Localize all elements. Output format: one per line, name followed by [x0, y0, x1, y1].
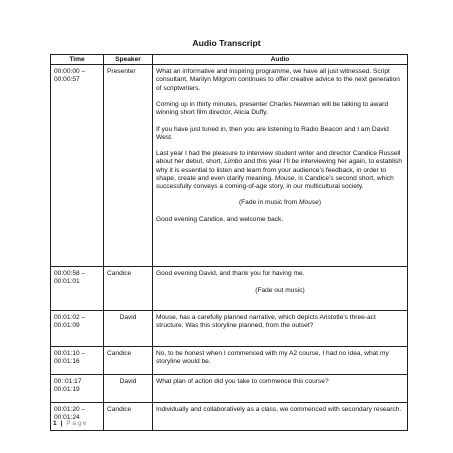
text-segment: What an informative and inspiring programme, we have all just witnessed. Script consultant, Marilyn Milgrom continues to offer creative advice to the next generation of scriptwriters. [156, 68, 400, 92]
audio-cell [153, 65, 408, 267]
audio-paragraph [156, 216, 404, 224]
text-segment: , is Candice’s second short, which successfully conveys a coming-of-age story, in our multicultural society. [156, 174, 394, 190]
table-row [51, 375, 408, 403]
audio-cell [153, 403, 408, 431]
page-number: 1 [53, 420, 57, 427]
text-segment: Individually and collaboratively as a class, we commenced with secondary research. [156, 406, 402, 414]
transcript-rows [51, 65, 408, 431]
speaker-cell: David [104, 311, 153, 347]
speaker-cell: Candice [104, 403, 153, 431]
text-segment: What plan of action did you take to commence this course? [156, 378, 329, 386]
table-row [51, 65, 408, 267]
audio-cell [153, 375, 408, 403]
header-audio: Audio [153, 55, 408, 65]
speaker-cell: Presenter [104, 65, 153, 267]
text-segment: No, to be honest when I commenced with my A2 course, I had no idea, what my storyline would be. [156, 350, 389, 366]
footer-separator: | [60, 420, 63, 427]
audio-paragraph [156, 287, 404, 295]
text-segment: (Fade out music) [255, 286, 305, 294]
table-row [51, 311, 408, 347]
audio-cell [153, 311, 408, 347]
audio-paragraph [156, 68, 404, 93]
transcript-table [50, 54, 408, 431]
time-cell: 00:01:20 – 00:01:24 [51, 403, 104, 431]
table-row [51, 403, 408, 431]
header-time: Time [51, 55, 104, 65]
time-cell: 00:01:02 – 00:01:09 [51, 311, 104, 347]
time-cell: 00:01:10 – 00:01:16 [51, 347, 104, 375]
text-segment: (Fade in music from [238, 199, 300, 207]
page-word: Page [66, 420, 89, 427]
text-segment: ) [318, 199, 322, 207]
italic-title: Mouse [274, 174, 295, 182]
speaker-cell: David [104, 375, 153, 403]
text-segment: Last year I had the pleasure to interview student writer and director Candice Russell about her debut, short, [156, 150, 401, 166]
page-title: Audio Transcript [192, 38, 261, 48]
table-row [51, 267, 408, 311]
audio-paragraph [156, 199, 404, 207]
audio-paragraph [156, 406, 404, 414]
speaker-cell: Candice [104, 347, 153, 375]
table-header-row [51, 55, 408, 65]
text-segment: Good evening Candice, and welcome back. [156, 215, 284, 223]
time-cell: 00:00:58 – 00:01:01 [51, 267, 104, 311]
text-segment: and this year I’ll be interviewing her again, to establish why it is essential to listen and learn from your audience’s feedback, in order to shape, create and even clarify meaning. [156, 158, 402, 182]
audio-paragraph [156, 350, 404, 366]
table-row [51, 347, 408, 375]
text-segment: Coming up in thirty minutes, presenter Charles Newman will be talking to award winning short film director, Alicia Duffy. [156, 101, 388, 117]
page-footer [53, 420, 88, 427]
audio-paragraph [156, 126, 404, 142]
header-speaker: Speaker [104, 55, 153, 65]
speaker-cell: Candice [104, 267, 153, 311]
text-segment: Good evening David, and thank you for having me. [156, 270, 305, 278]
italic-title: Mouse [299, 199, 319, 207]
audio-paragraph [156, 150, 404, 191]
italic-title: Limbo [224, 158, 243, 166]
text-segment: Mouse, has a carefully planned narrative, which depicts Aristotle’s three-act structure. Was this storyline planned, from the outset? [156, 314, 376, 330]
audio-cell [153, 347, 408, 375]
audio-cell [153, 267, 408, 311]
audio-paragraph [156, 101, 404, 117]
audio-paragraph [156, 270, 404, 278]
text-segment: If you have just tuned in, then you are listening to Radio Beacon and I am David West. [156, 125, 389, 141]
audio-paragraph [156, 378, 404, 386]
audio-paragraph [156, 314, 404, 330]
time-cell: 00:00:00 – 00:00:57 [51, 65, 104, 267]
time-cell: 00::01:17 00:01:19 [51, 375, 104, 403]
